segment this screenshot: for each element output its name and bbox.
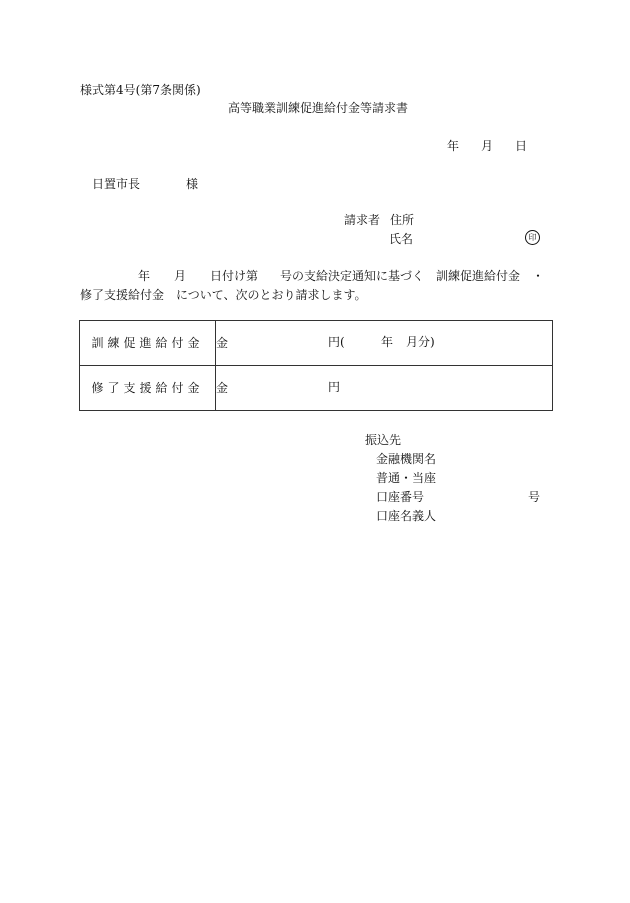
date-day-label: 日 <box>515 139 528 153</box>
amount-prefix: 金 <box>216 381 229 395</box>
bank-institution-label: 金融機関名 <box>376 452 437 466</box>
period-month: 月分) <box>406 335 435 349</box>
seal-mark: 印 <box>525 230 540 245</box>
addressee <box>92 178 198 190</box>
bank-account-number-label: 口座番号 <box>376 490 425 504</box>
bank-account-number-suffix: 号 <box>528 490 541 504</box>
body-date-no: 日付け第 <box>210 269 259 283</box>
date-year-label: 年 <box>447 139 460 153</box>
row-value-training <box>216 321 553 366</box>
bank-account-holder-label: 口座名義人 <box>376 509 437 523</box>
body-text-line-1 <box>138 270 544 282</box>
table-row <box>80 321 553 366</box>
row-label-training: 訓練促進給付金 <box>80 321 216 366</box>
bank-heading: 振込先 <box>365 433 402 447</box>
requester-name-label: 氏名 <box>389 232 414 246</box>
form-number: 様式第4号(第7条関係) <box>80 83 201 97</box>
date-month-label: 月 <box>481 139 494 153</box>
bank-account-type-label: 普通・当座 <box>376 471 437 485</box>
period-year: 年 <box>381 335 394 349</box>
body-year: 年 <box>138 269 151 283</box>
yen-label: 円( <box>328 335 345 349</box>
addressee-name: 日置市長 <box>92 177 141 191</box>
document-title: 高等職業訓練促進給付金等請求書 <box>228 101 409 115</box>
addressee-honorific: 様 <box>186 177 199 191</box>
yen-label: 円 <box>328 380 341 394</box>
body-text-line-2: 修了支援給付金 について、次のとおり請求します。 <box>80 288 367 302</box>
row-value-completion <box>216 366 553 411</box>
body-rest: 号の支給決定通知に基づく 訓練促進給付金 ・ <box>280 269 545 283</box>
date-line <box>447 140 527 152</box>
requester-label: 請求者 <box>344 213 381 227</box>
row-label-completion: 修了支援給付金 <box>80 366 216 411</box>
amount-table <box>79 320 553 411</box>
amount-prefix: 金 <box>216 336 229 350</box>
table-row <box>80 366 553 411</box>
body-month: 月 <box>174 269 187 283</box>
requester-address-label: 住所 <box>390 213 415 227</box>
